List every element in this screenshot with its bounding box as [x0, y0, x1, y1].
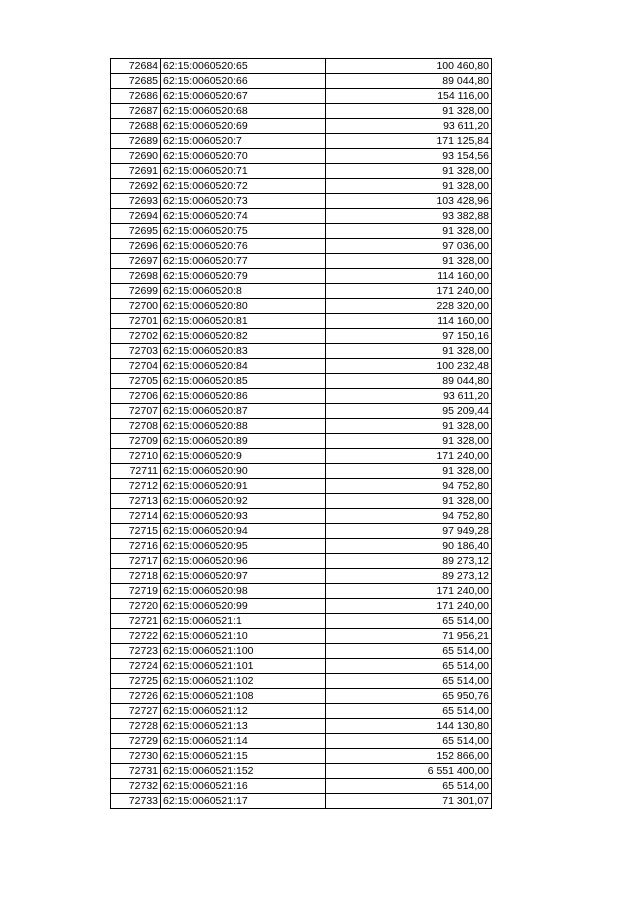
- cadastral-number-cell: 62:15:0060520:67: [161, 89, 326, 104]
- table-row: [111, 794, 492, 809]
- cadastral-number-cell: 62:15:0060520:76: [161, 239, 326, 254]
- table-row: [111, 689, 492, 704]
- table-row: [111, 734, 492, 749]
- cadastral-number-cell: 62:15:0060520:99: [161, 599, 326, 614]
- table-row: [111, 659, 492, 674]
- table-row: [111, 704, 492, 719]
- row-number-cell: 72728: [111, 719, 161, 734]
- row-number-cell: 72694: [111, 209, 161, 224]
- table-row: [111, 59, 492, 74]
- row-number-cell: 72730: [111, 749, 161, 764]
- table-row: [111, 194, 492, 209]
- cadastral-number-cell: 62:15:0060521:100: [161, 644, 326, 659]
- cadastral-number-cell: 62:15:0060520:98: [161, 584, 326, 599]
- row-number-cell: 72693: [111, 194, 161, 209]
- value-cell: 65 514,00: [326, 659, 492, 674]
- value-cell: 152 866,00: [326, 749, 492, 764]
- cadastral-number-cell: 62:15:0060520:95: [161, 539, 326, 554]
- cadastral-number-cell: 62:15:0060521:102: [161, 674, 326, 689]
- cadastral-number-cell: 62:15:0060521:10: [161, 629, 326, 644]
- table-row: [111, 389, 492, 404]
- row-number-cell: 72713: [111, 494, 161, 509]
- table-row: [111, 224, 492, 239]
- table-row: [111, 119, 492, 134]
- row-number-cell: 72699: [111, 284, 161, 299]
- cadastral-value-table: [110, 58, 492, 809]
- value-cell: 91 328,00: [326, 464, 492, 479]
- cadastral-number-cell: 62:15:0060520:82: [161, 329, 326, 344]
- table-row: [111, 344, 492, 359]
- row-number-cell: 72714: [111, 509, 161, 524]
- cadastral-number-cell: 62:15:0060520:79: [161, 269, 326, 284]
- value-cell: 91 328,00: [326, 419, 492, 434]
- row-number-cell: 72717: [111, 554, 161, 569]
- row-number-cell: 72720: [111, 599, 161, 614]
- value-cell: 91 328,00: [326, 164, 492, 179]
- row-number-cell: 72686: [111, 89, 161, 104]
- table-row: [111, 539, 492, 554]
- cadastral-number-cell: 62:15:0060520:9: [161, 449, 326, 464]
- cadastral-number-cell: 62:15:0060520:72: [161, 179, 326, 194]
- table-row: [111, 314, 492, 329]
- value-cell: 97 036,00: [326, 239, 492, 254]
- table-row: [111, 149, 492, 164]
- cadastral-number-cell: 62:15:0060520:96: [161, 554, 326, 569]
- table-row: [111, 524, 492, 539]
- cadastral-number-cell: 62:15:0060521:108: [161, 689, 326, 704]
- cadastral-number-cell: 62:15:0060520:84: [161, 359, 326, 374]
- row-number-cell: 72716: [111, 539, 161, 554]
- row-number-cell: 72692: [111, 179, 161, 194]
- row-number-cell: 72712: [111, 479, 161, 494]
- cadastral-number-cell: 62:15:0060520:93: [161, 509, 326, 524]
- row-number-cell: 72732: [111, 779, 161, 794]
- cadastral-number-cell: 62:15:0060520:86: [161, 389, 326, 404]
- value-cell: 65 514,00: [326, 734, 492, 749]
- row-number-cell: 72688: [111, 119, 161, 134]
- value-cell: 114 160,00: [326, 269, 492, 284]
- data-table-sheet: [110, 58, 491, 809]
- cadastral-number-cell: 62:15:0060520:87: [161, 404, 326, 419]
- value-cell: 91 328,00: [326, 344, 492, 359]
- cadastral-number-cell: 62:15:0060520:89: [161, 434, 326, 449]
- table-row: [111, 329, 492, 344]
- value-cell: 71 956,21: [326, 629, 492, 644]
- table-row: [111, 449, 492, 464]
- row-number-cell: 72684: [111, 59, 161, 74]
- cadastral-number-cell: 62:15:0060521:17: [161, 794, 326, 809]
- row-number-cell: 72689: [111, 134, 161, 149]
- cadastral-number-cell: 62:15:0060520:69: [161, 119, 326, 134]
- table-row: [111, 209, 492, 224]
- row-number-cell: 72701: [111, 314, 161, 329]
- table-row: [111, 134, 492, 149]
- value-cell: 89 273,12: [326, 554, 492, 569]
- value-cell: 144 130,80: [326, 719, 492, 734]
- value-cell: 97 150,16: [326, 329, 492, 344]
- table-row: [111, 419, 492, 434]
- value-cell: 93 611,20: [326, 389, 492, 404]
- cadastral-number-cell: 62:15:0060520:75: [161, 224, 326, 239]
- row-number-cell: 72698: [111, 269, 161, 284]
- cadastral-number-cell: 62:15:0060520:92: [161, 494, 326, 509]
- value-cell: 91 328,00: [326, 104, 492, 119]
- row-number-cell: 72722: [111, 629, 161, 644]
- table-row: [111, 89, 492, 104]
- value-cell: 228 320,00: [326, 299, 492, 314]
- table-row: [111, 599, 492, 614]
- table-row: [111, 644, 492, 659]
- cadastral-number-cell: 62:15:0060520:77: [161, 254, 326, 269]
- value-cell: 89 273,12: [326, 569, 492, 584]
- value-cell: 65 514,00: [326, 779, 492, 794]
- row-number-cell: 72715: [111, 524, 161, 539]
- row-number-cell: 72724: [111, 659, 161, 674]
- table-row: [111, 779, 492, 794]
- value-cell: 65 514,00: [326, 674, 492, 689]
- row-number-cell: 72691: [111, 164, 161, 179]
- cadastral-number-cell: 62:15:0060521:152: [161, 764, 326, 779]
- value-cell: 97 949,28: [326, 524, 492, 539]
- table-row: [111, 719, 492, 734]
- row-number-cell: 72721: [111, 614, 161, 629]
- value-cell: 94 752,80: [326, 509, 492, 524]
- table-body: [111, 59, 492, 809]
- cadastral-number-cell: 62:15:0060520:7: [161, 134, 326, 149]
- cadastral-number-cell: 62:15:0060521:101: [161, 659, 326, 674]
- cadastral-number-cell: 62:15:0060520:83: [161, 344, 326, 359]
- row-number-cell: 72703: [111, 344, 161, 359]
- row-number-cell: 72708: [111, 419, 161, 434]
- table-row: [111, 614, 492, 629]
- table-row: [111, 554, 492, 569]
- cadastral-number-cell: 62:15:0060520:66: [161, 74, 326, 89]
- cadastral-number-cell: 62:15:0060521:15: [161, 749, 326, 764]
- row-number-cell: 72707: [111, 404, 161, 419]
- row-number-cell: 72710: [111, 449, 161, 464]
- cadastral-number-cell: 62:15:0060520:70: [161, 149, 326, 164]
- value-cell: 171 240,00: [326, 449, 492, 464]
- table-row: [111, 629, 492, 644]
- cadastral-number-cell: 62:15:0060520:85: [161, 374, 326, 389]
- table-row: [111, 239, 492, 254]
- cadastral-number-cell: 62:15:0060520:73: [161, 194, 326, 209]
- value-cell: 93 154,56: [326, 149, 492, 164]
- table-row: [111, 494, 492, 509]
- cadastral-number-cell: 62:15:0060520:97: [161, 569, 326, 584]
- table-row: [111, 179, 492, 194]
- row-number-cell: 72725: [111, 674, 161, 689]
- row-number-cell: 72731: [111, 764, 161, 779]
- table-row: [111, 764, 492, 779]
- cadastral-number-cell: 62:15:0060521:1: [161, 614, 326, 629]
- value-cell: 100 232,48: [326, 359, 492, 374]
- cadastral-number-cell: 62:15:0060520:71: [161, 164, 326, 179]
- row-number-cell: 72723: [111, 644, 161, 659]
- value-cell: 171 240,00: [326, 584, 492, 599]
- row-number-cell: 72700: [111, 299, 161, 314]
- value-cell: 91 328,00: [326, 494, 492, 509]
- value-cell: 71 301,07: [326, 794, 492, 809]
- value-cell: 65 514,00: [326, 644, 492, 659]
- row-number-cell: 72711: [111, 464, 161, 479]
- row-number-cell: 72696: [111, 239, 161, 254]
- value-cell: 103 428,96: [326, 194, 492, 209]
- value-cell: 171 240,00: [326, 284, 492, 299]
- cadastral-number-cell: 62:15:0060520:90: [161, 464, 326, 479]
- table-row: [111, 569, 492, 584]
- table-row: [111, 374, 492, 389]
- cadastral-number-cell: 62:15:0060520:68: [161, 104, 326, 119]
- row-number-cell: 72697: [111, 254, 161, 269]
- value-cell: 94 752,80: [326, 479, 492, 494]
- value-cell: 6 551 400,00: [326, 764, 492, 779]
- value-cell: 91 328,00: [326, 254, 492, 269]
- row-number-cell: 72719: [111, 584, 161, 599]
- value-cell: 89 044,80: [326, 374, 492, 389]
- cadastral-number-cell: 62:15:0060520:80: [161, 299, 326, 314]
- cadastral-number-cell: 62:15:0060520:81: [161, 314, 326, 329]
- row-number-cell: 72726: [111, 689, 161, 704]
- value-cell: 171 240,00: [326, 599, 492, 614]
- table-row: [111, 359, 492, 374]
- table-row: [111, 284, 492, 299]
- row-number-cell: 72685: [111, 74, 161, 89]
- value-cell: 91 328,00: [326, 434, 492, 449]
- cadastral-number-cell: 62:15:0060520:91: [161, 479, 326, 494]
- row-number-cell: 72709: [111, 434, 161, 449]
- value-cell: 171 125,84: [326, 134, 492, 149]
- table-row: [111, 434, 492, 449]
- value-cell: 93 611,20: [326, 119, 492, 134]
- table-row: [111, 299, 492, 314]
- table-row: [111, 479, 492, 494]
- value-cell: 114 160,00: [326, 314, 492, 329]
- value-cell: 90 186,40: [326, 539, 492, 554]
- row-number-cell: 72718: [111, 569, 161, 584]
- value-cell: 154 116,00: [326, 89, 492, 104]
- cadastral-number-cell: 62:15:0060521:16: [161, 779, 326, 794]
- cadastral-number-cell: 62:15:0060521:12: [161, 704, 326, 719]
- table-row: [111, 464, 492, 479]
- value-cell: 93 382,88: [326, 209, 492, 224]
- row-number-cell: 72695: [111, 224, 161, 239]
- row-number-cell: 72705: [111, 374, 161, 389]
- row-number-cell: 72687: [111, 104, 161, 119]
- cadastral-number-cell: 62:15:0060520:74: [161, 209, 326, 224]
- value-cell: 65 514,00: [326, 704, 492, 719]
- row-number-cell: 72706: [111, 389, 161, 404]
- value-cell: 89 044,80: [326, 74, 492, 89]
- cadastral-number-cell: 62:15:0060521:14: [161, 734, 326, 749]
- table-row: [111, 74, 492, 89]
- row-number-cell: 72702: [111, 329, 161, 344]
- value-cell: 91 328,00: [326, 179, 492, 194]
- row-number-cell: 72690: [111, 149, 161, 164]
- value-cell: 95 209,44: [326, 404, 492, 419]
- cadastral-number-cell: 62:15:0060520:8: [161, 284, 326, 299]
- cadastral-number-cell: 62:15:0060520:94: [161, 524, 326, 539]
- value-cell: 65 950,76: [326, 689, 492, 704]
- row-number-cell: 72727: [111, 704, 161, 719]
- row-number-cell: 72704: [111, 359, 161, 374]
- value-cell: 91 328,00: [326, 224, 492, 239]
- table-row: [111, 404, 492, 419]
- table-row: [111, 269, 492, 284]
- value-cell: 65 514,00: [326, 614, 492, 629]
- table-row: [111, 674, 492, 689]
- value-cell: 100 460,80: [326, 59, 492, 74]
- cadastral-number-cell: 62:15:0060520:65: [161, 59, 326, 74]
- row-number-cell: 72733: [111, 794, 161, 809]
- table-row: [111, 104, 492, 119]
- table-row: [111, 749, 492, 764]
- table-row: [111, 164, 492, 179]
- table-row: [111, 254, 492, 269]
- table-row: [111, 509, 492, 524]
- cadastral-number-cell: 62:15:0060521:13: [161, 719, 326, 734]
- cadastral-number-cell: 62:15:0060520:88: [161, 419, 326, 434]
- row-number-cell: 72729: [111, 734, 161, 749]
- table-row: [111, 584, 492, 599]
